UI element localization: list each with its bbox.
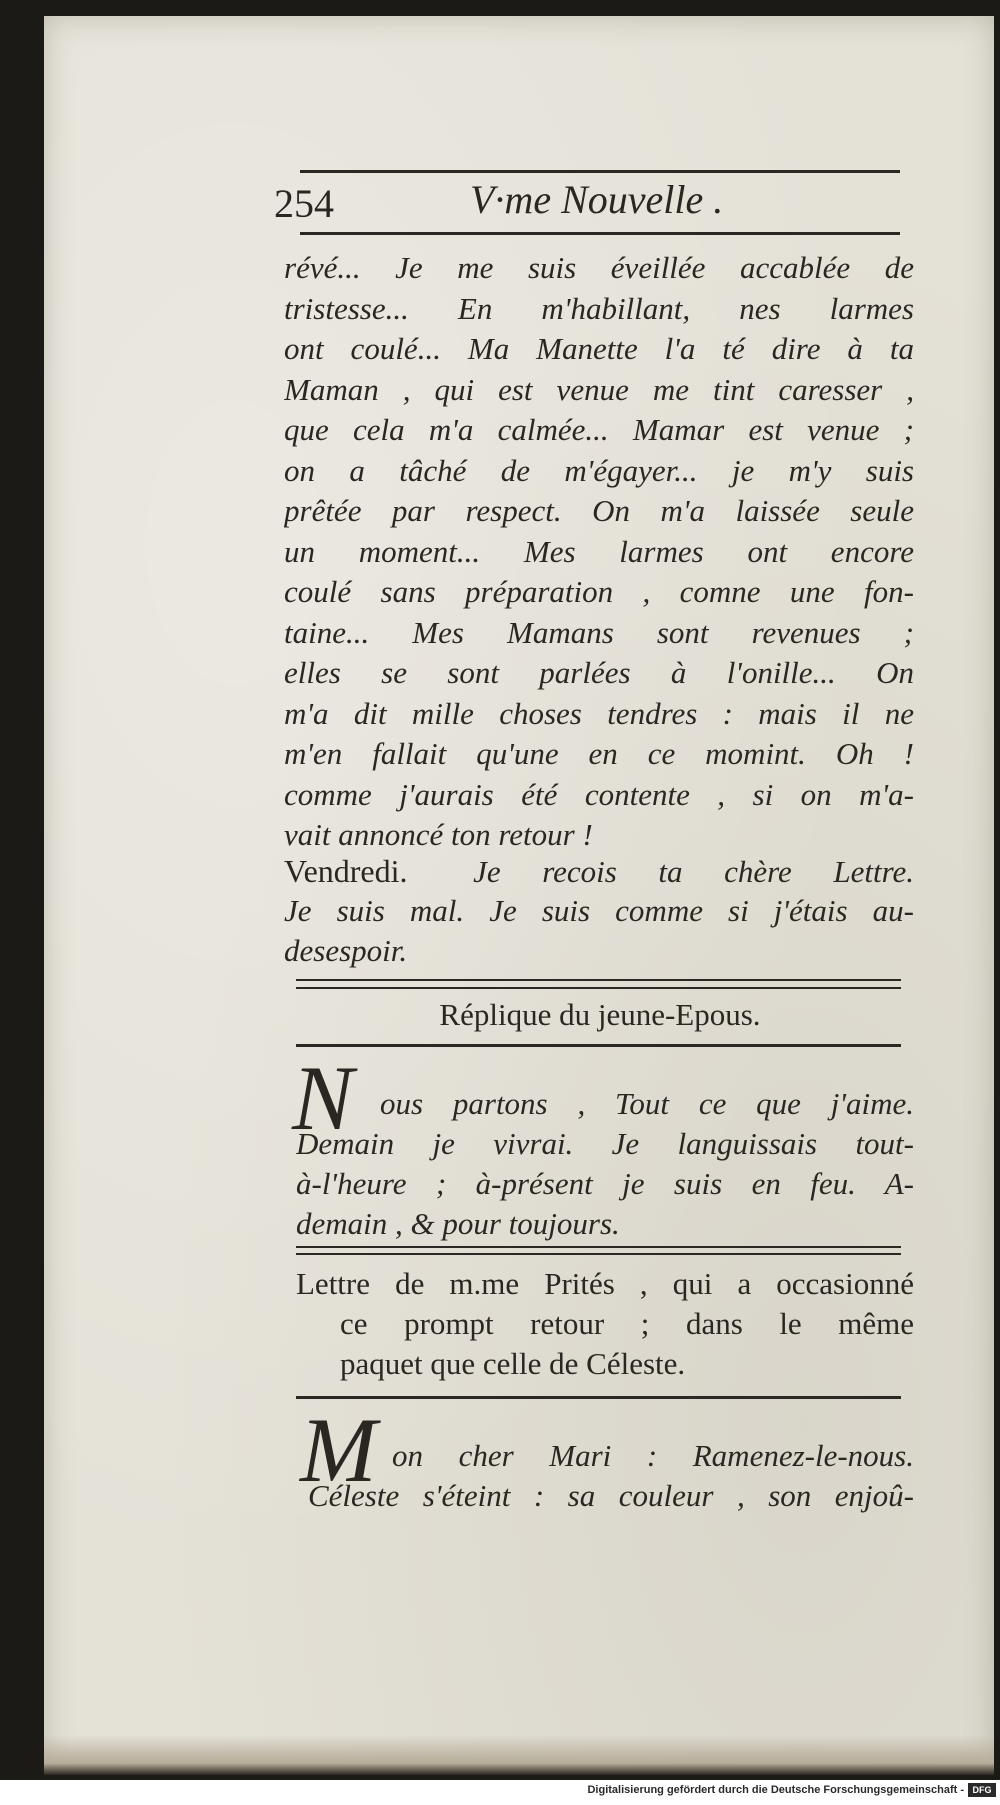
header-top-rule (300, 170, 900, 173)
reply-line: ous partons , Tout ce que j'aime. (380, 1086, 914, 1121)
section-divider-rule (296, 987, 901, 989)
vendredi-text: Je recois ta chère Lettre. (473, 854, 914, 889)
letter-line: on a tâché de m'égayer... je m'y suis (284, 452, 914, 488)
letter-line: elles se sont parlées à l'onille... On (284, 655, 914, 690)
drop-cap-m: M (300, 1399, 377, 1501)
letter-line: m'en fallait qu'une en ce momint. Oh ! (284, 736, 914, 771)
section-divider-rule (296, 1396, 901, 1399)
section-divider-rule (296, 1253, 901, 1255)
letter-line: coulé sans préparation , comne une fon- (284, 574, 914, 609)
letter-line: m'a dit mille choses tendres : mais il ne (284, 695, 914, 731)
letter-line: Maman , qui est venue me tint caresser , (284, 371, 914, 407)
section-divider-rule (296, 1246, 901, 1248)
letter-line: un moment... Mes larmes ont encore (284, 533, 914, 569)
section-divider-rule (296, 979, 901, 981)
letter-heading-line: Lettre de m.me Prités , qui a occasionné (296, 1266, 914, 1301)
dfg-logo: DFG (968, 1783, 996, 1797)
letter-line: taine... Mes Mamans sont revenues ; (284, 614, 914, 650)
section-heading-replique: Réplique du jeune-Epous. (439, 997, 761, 1032)
letter-line: tristesse... En m'habillant, nes larmes (284, 290, 914, 326)
vendredi-label: Vendredi. (284, 853, 408, 889)
section-divider-rule (296, 1044, 901, 1047)
letter-line: que cela m'a calmée... Mamar est venue ; (284, 412, 914, 447)
running-title: V·me Nouvelle . (470, 177, 724, 222)
letter-line: révé... Je me suis éveillée accablée de (284, 250, 914, 285)
vendredi-line: Je suis mal. Je suis comme si j'étais au- (284, 893, 914, 928)
letter-line: Céleste s'éteint : sa couleur , son enjoû- (308, 1478, 914, 1513)
reply-line: Demain je vivrai. Je languissais tout- (296, 1126, 914, 1161)
letter-line: ont coulé... Ma Manette l'a té dire à ta (284, 331, 914, 366)
page-number: 254 (274, 181, 334, 226)
drop-cap-n: N (292, 1047, 354, 1149)
vendredi-line: desespoir. (284, 933, 408, 968)
letter-line: vait annoncé ton retour ! (284, 817, 593, 852)
letter-line: prêtée par respect. On m'a laissée seule (284, 493, 914, 528)
vendredi-line (284, 853, 914, 890)
letter-heading-line: ce prompt retour ; dans le même (340, 1306, 914, 1341)
header-bottom-rule (300, 232, 900, 235)
reply-line: demain , & pour toujours. (296, 1206, 620, 1241)
footer-credit-text: Digitalisierung gefördert durch die Deutsche Forschungsgemeinschaft - (587, 1784, 964, 1796)
letter-line: comme j'aurais été contente , si on m'a- (284, 776, 914, 812)
letter-heading-line: paquet que celle de Céleste. (340, 1346, 686, 1381)
letter-line: on cher Mari : Ramenez-le-nous. (392, 1438, 914, 1473)
reply-line: à-l'heure ; à-présent je suis en feu. A- (296, 1166, 914, 1201)
page-bottom-edge (44, 1735, 994, 1775)
digitization-footer (0, 1780, 1000, 1805)
